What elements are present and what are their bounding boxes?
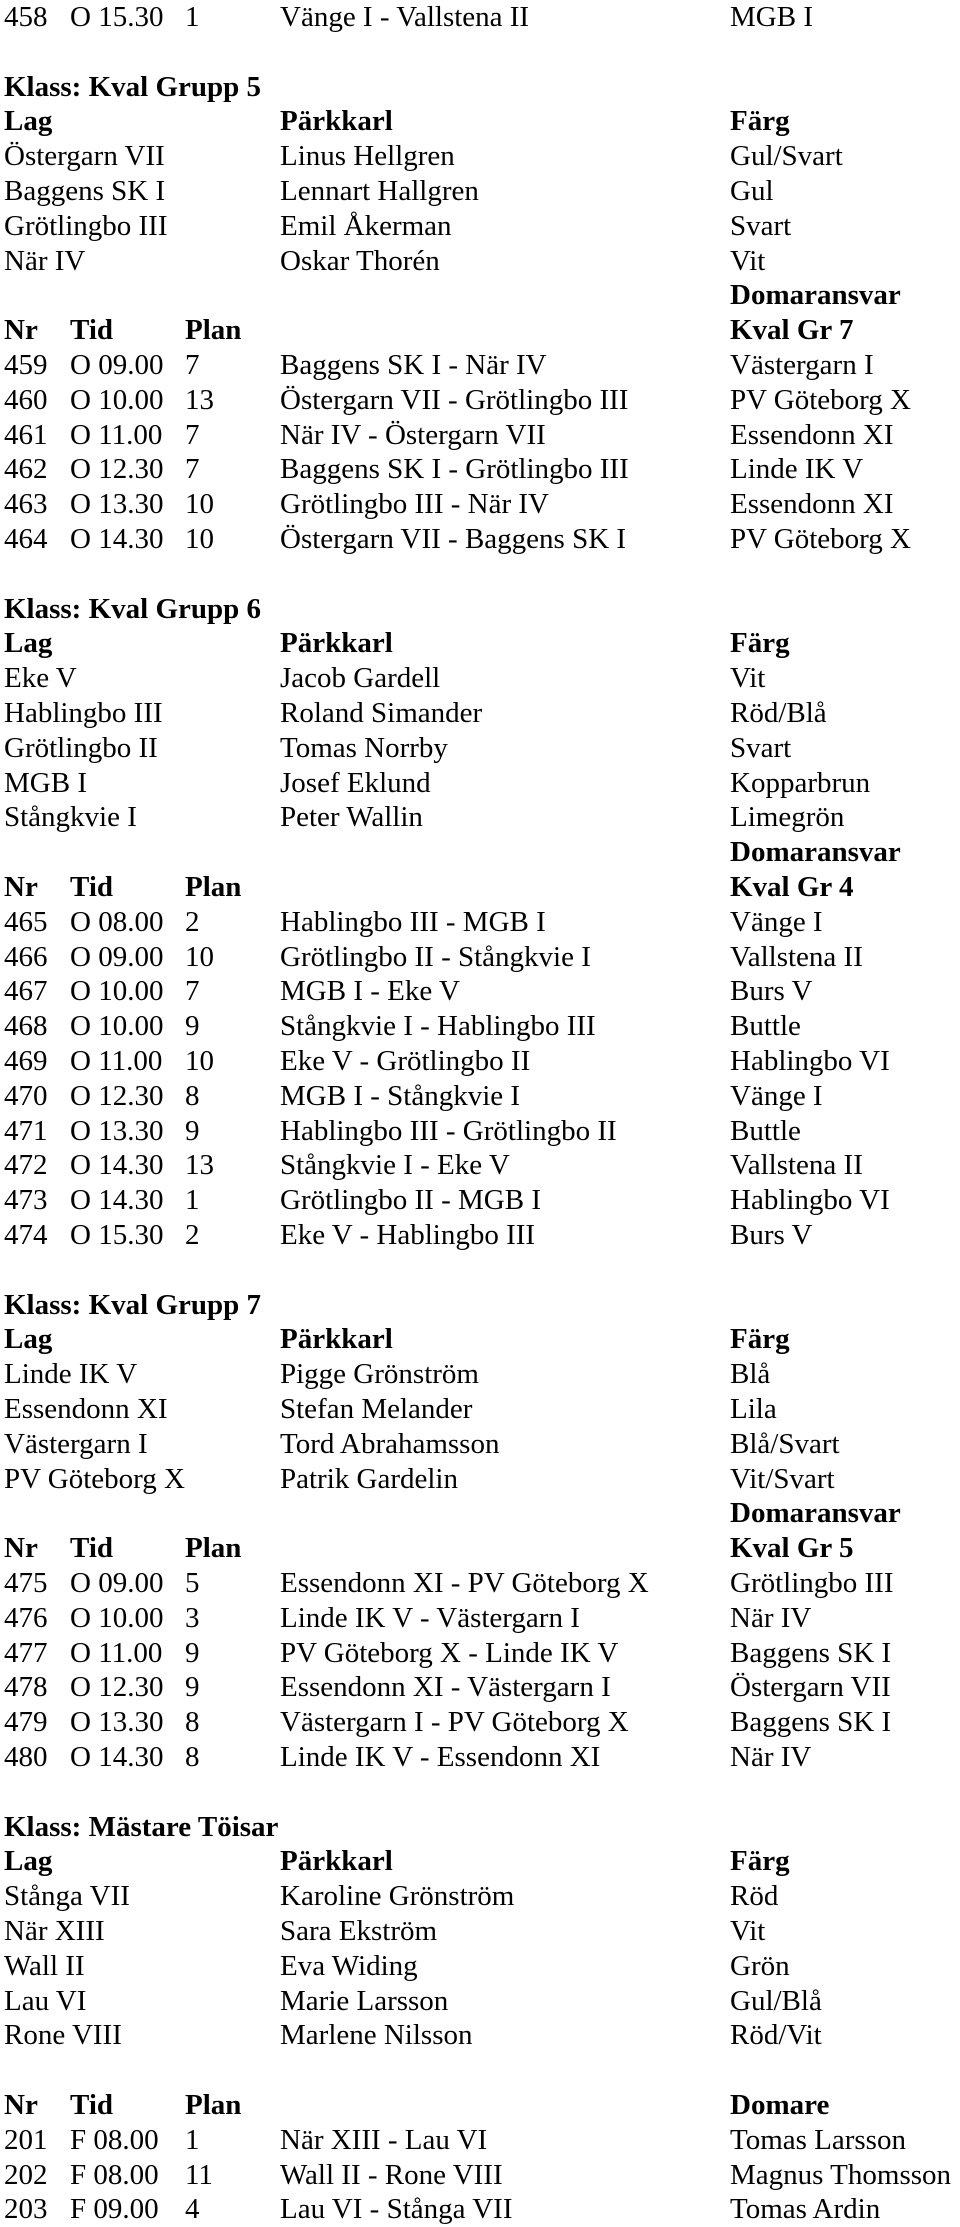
header-farg: Färg <box>730 105 790 138</box>
match-row <box>0 1601 960 1636</box>
match-referee: Vallstena II <box>730 1149 863 1182</box>
team-parkkarl: Tomas Norrby <box>280 731 448 764</box>
match-row <box>0 418 960 453</box>
team-row <box>0 1914 960 1949</box>
match-referee: Essendonn XI <box>730 488 894 521</box>
match-plan: 1 <box>185 2123 200 2156</box>
team-header-row <box>0 1322 960 1357</box>
match-time: O 11.00 <box>70 418 163 451</box>
match-referee: Linde IK V <box>730 453 864 486</box>
team-name: Rone VIII <box>4 2019 122 2052</box>
match-time: O 10.00 <box>70 1601 164 1634</box>
match-referee: PV Göteborg X <box>730 383 911 416</box>
match-nr: 203 <box>4 2193 48 2226</box>
team-row <box>0 731 960 766</box>
match-nr: 461 <box>4 418 48 451</box>
team-row <box>0 1427 960 1462</box>
match-nr: 468 <box>4 1010 48 1043</box>
team-row <box>0 2018 960 2053</box>
match-plan: 1 <box>185 1184 200 1217</box>
match-row <box>0 1566 960 1601</box>
team-color: Vit <box>730 662 766 695</box>
match-row <box>0 452 960 487</box>
match-row <box>0 1044 960 1079</box>
header-farg: Färg <box>730 627 790 660</box>
team-parkkarl: Peter Wallin <box>280 801 423 834</box>
referee-responsibility-label: Domaransvar <box>730 836 901 869</box>
match-referee: Burs V <box>730 1219 813 1251</box>
match-referee: Hablingbo VI <box>730 1045 890 1077</box>
referee-responsibility-label: Domaransvar <box>730 279 901 312</box>
match-nr: 474 <box>4 1219 48 1251</box>
match-plan: 10 <box>185 523 214 555</box>
team-color: Blå <box>730 1358 771 1391</box>
match-row <box>0 1079 960 1114</box>
match-row <box>0 905 960 940</box>
match-header-row <box>0 313 960 348</box>
team-row <box>0 174 960 209</box>
match-teams: Grötlingbo II - Stångkvie I <box>280 940 591 973</box>
referee-label-row <box>0 2053 960 2088</box>
match-nr: 470 <box>4 1079 48 1112</box>
team-row <box>0 1984 960 2019</box>
class-heading <box>0 1810 960 1845</box>
team-parkkarl: Marlene Nilsson <box>280 2019 473 2052</box>
class-title: Klass: Kval Grupp 6 <box>4 592 262 625</box>
match-row <box>0 940 960 975</box>
match-nr: 478 <box>4 1671 48 1704</box>
team-row <box>0 766 960 801</box>
match-plan: 3 <box>185 1601 200 1634</box>
team-parkkarl: Oskar Thorén <box>280 244 440 277</box>
match-row <box>0 2158 960 2193</box>
match-nr: 460 <box>4 383 48 416</box>
header-parkkarl: Pärkkarl <box>280 1845 393 1878</box>
team-name: Lau VI <box>4 1984 87 2017</box>
team-name: Hablingbo III <box>4 697 163 729</box>
team-row <box>0 661 960 696</box>
match-referee: Tomas Larsson <box>730 2123 906 2156</box>
match-time: O 12.30 <box>70 1671 164 1704</box>
match-teams: PV Göteborg X - Linde IK V <box>280 1636 619 1669</box>
match-row <box>0 1740 960 1775</box>
team-color: Limegrön <box>730 801 845 834</box>
match-plan: 1 <box>185 1 200 33</box>
header-lag: Lag <box>4 105 53 138</box>
header-tid: Tid <box>70 314 114 347</box>
match-teams: Essendonn XI - PV Göteborg X <box>280 1567 649 1599</box>
match-teams: Grötlingbo III - När IV <box>280 488 549 521</box>
match-row <box>0 1218 960 1253</box>
match-nr: 467 <box>4 975 48 1008</box>
match-time: O 09.00 <box>70 1567 164 1599</box>
team-row <box>0 800 960 835</box>
match-referee: Buttle <box>730 1114 801 1147</box>
match-row <box>0 383 960 418</box>
match-time: F 08.00 <box>70 2123 159 2156</box>
team-header-row <box>0 626 960 661</box>
match-teams: Baggens SK I - När IV <box>280 349 547 381</box>
class-heading <box>0 1288 960 1323</box>
team-header-row <box>0 104 960 139</box>
match-header-row <box>0 1531 960 1566</box>
team-parkkarl: Sara Ekström <box>280 1915 438 1947</box>
match-plan: 7 <box>185 975 200 1008</box>
header-farg: Färg <box>730 1323 790 1356</box>
match-teams: Wall II - Rone VIII <box>280 2158 503 2191</box>
team-row <box>0 139 960 174</box>
match-time: F 08.00 <box>70 2158 159 2191</box>
match-row <box>0 1148 960 1183</box>
match-time: O 09.00 <box>70 349 164 381</box>
match-nr: 476 <box>4 1601 48 1634</box>
match-referee: Vallstena II <box>730 940 863 973</box>
match-teams: Baggens SK I - Grötlingbo III <box>280 453 629 486</box>
match-row <box>0 522 960 557</box>
match-plan: 9 <box>185 1636 200 1669</box>
team-name: Grötlingbo III <box>4 209 168 242</box>
match-nr: 458 <box>4 1 48 33</box>
match-referee: Västergarn I <box>730 349 874 381</box>
team-name: Stångkvie I <box>4 801 137 834</box>
match-teams: Västergarn I - PV Göteborg X <box>280 1706 629 1739</box>
team-color: Röd/Vit <box>730 2019 822 2052</box>
team-color: Röd/Blå <box>730 697 827 729</box>
match-time: O 12.30 <box>70 1079 164 1112</box>
match-plan: 9 <box>185 1010 200 1043</box>
match-time: O 11.00 <box>70 1045 163 1077</box>
team-row <box>0 1949 960 1984</box>
match-teams: MGB I - Stångkvie I <box>280 1079 521 1112</box>
team-row <box>0 244 960 279</box>
match-plan: 7 <box>185 453 200 486</box>
team-color: Kopparbrun <box>730 766 871 799</box>
header-nr: Nr <box>4 2089 38 2121</box>
match-nr: 475 <box>4 1567 48 1599</box>
header-nr: Nr <box>4 314 38 347</box>
match-teams: Östergarn VII - Grötlingbo III <box>280 383 629 416</box>
team-name: Linde IK V <box>4 1358 138 1391</box>
match-plan: 9 <box>185 1114 200 1147</box>
header-parkkarl: Pärkkarl <box>280 1323 393 1356</box>
class-heading <box>0 70 960 105</box>
match-referee: Burs V <box>730 975 813 1008</box>
team-parkkarl: Jacob Gardell <box>280 662 441 695</box>
header-plan: Plan <box>185 871 242 903</box>
match-referee: Tomas Ardin <box>730 2193 881 2226</box>
team-color: Vit <box>730 1915 766 1947</box>
match-row <box>0 974 960 1009</box>
header-tid: Tid <box>70 871 114 903</box>
match-nr: 464 <box>4 523 48 555</box>
team-name: Västergarn I <box>4 1427 148 1460</box>
match-referee: Vänge I <box>730 905 823 938</box>
team-row <box>0 1879 960 1914</box>
team-parkkarl: Tord Abrahamsson <box>280 1427 500 1460</box>
team-name: När XIII <box>4 1915 105 1947</box>
match-nr: 462 <box>4 453 48 486</box>
match-plan: 8 <box>185 1079 200 1112</box>
match-referee: Hablingbo VI <box>730 1184 890 1217</box>
match-row <box>0 487 960 522</box>
match-plan: 13 <box>185 1149 214 1182</box>
team-parkkarl: Pigge Grönström <box>280 1358 479 1391</box>
header-parkkarl: Pärkkarl <box>280 627 393 660</box>
match-referee: När IV <box>730 1601 812 1634</box>
match-nr: 479 <box>4 1706 48 1739</box>
match-time: O 14.30 <box>70 1149 164 1182</box>
match-teams: Östergarn VII - Baggens SK I <box>280 523 627 555</box>
match-teams: Stångkvie I - Eke V <box>280 1149 510 1182</box>
team-color: Blå/Svart <box>730 1427 840 1460</box>
header-lag: Lag <box>4 1323 53 1356</box>
team-name: Grötlingbo II <box>4 731 158 764</box>
class-heading <box>0 592 960 627</box>
match-nr: 469 <box>4 1045 48 1077</box>
team-row <box>0 1357 960 1392</box>
team-header-row <box>0 1844 960 1879</box>
match-referee: Östergarn VII <box>730 1671 891 1704</box>
match-teams: Eke V - Hablingbo III <box>280 1219 536 1251</box>
team-color: Röd <box>730 1880 779 1913</box>
match-referee: Vänge I <box>730 1079 823 1112</box>
match-row <box>0 1114 960 1149</box>
class-title: Klass: Kval Grupp 7 <box>4 1288 262 1321</box>
match-plan: 9 <box>185 1671 200 1704</box>
match-teams: Linde IK V - Essendonn XI <box>280 1741 601 1773</box>
match-plan: 7 <box>185 349 200 381</box>
match-plan: 10 <box>185 940 214 973</box>
match-plan: 8 <box>185 1706 200 1739</box>
team-color: Gul <box>730 175 774 207</box>
match-teams: Grötlingbo II - MGB I <box>280 1184 541 1217</box>
match-referee: Grötlingbo III <box>730 1567 894 1599</box>
match-row <box>0 1670 960 1705</box>
team-color: Vit/Svart <box>730 1462 835 1495</box>
match-time: O 13.30 <box>70 488 164 521</box>
match-row <box>0 348 960 383</box>
match-teams: Eke V - Grötlingbo II <box>280 1045 531 1077</box>
match-header-row <box>0 2088 960 2123</box>
team-row <box>0 1392 960 1427</box>
team-color: Vit <box>730 244 766 277</box>
match-time: O 10.00 <box>70 975 164 1008</box>
team-name: Wall II <box>4 1949 85 1982</box>
match-referee: Baggens SK I <box>730 1636 892 1669</box>
match-referee: PV Göteborg X <box>730 523 911 555</box>
match-plan: 5 <box>185 1567 200 1599</box>
match-teams: När IV - Östergarn VII <box>280 418 546 451</box>
match-teams: Essendonn XI - Västergarn I <box>280 1671 611 1704</box>
referee-label-row <box>0 835 960 870</box>
match-plan: 2 <box>185 905 200 938</box>
match-time: O 13.30 <box>70 1114 164 1147</box>
match-time: O 08.00 <box>70 905 164 938</box>
match-nr: 471 <box>4 1114 48 1147</box>
referee-label-row <box>0 1496 960 1531</box>
match-time: O 10.00 <box>70 1010 164 1043</box>
team-color: Svart <box>730 731 792 764</box>
team-color: Gul/Blå <box>730 1984 822 2017</box>
referee-responsibility-label: Domaransvar <box>730 1497 901 1530</box>
match-referee: Essendonn XI <box>730 418 894 451</box>
match-plan: 10 <box>185 488 214 521</box>
match-plan: 4 <box>185 2193 200 2226</box>
match-teams: Vänge I - Vallstena II <box>280 1 530 33</box>
header-tid: Tid <box>70 1532 114 1565</box>
match-nr: 202 <box>4 2158 48 2191</box>
match-time: O 15.30 <box>70 1219 164 1251</box>
match-row <box>0 0 960 35</box>
team-name: Essendonn XI <box>4 1393 168 1425</box>
match-plan: 11 <box>185 2158 213 2191</box>
match-referee: Buttle <box>730 1010 801 1043</box>
match-plan: 10 <box>185 1045 214 1077</box>
match-row <box>0 1705 960 1740</box>
header-referee: Kval Gr 7 <box>730 314 854 347</box>
team-color: Lila <box>730 1393 777 1425</box>
team-name: MGB I <box>4 766 87 799</box>
match-plan: 13 <box>185 383 214 416</box>
match-time: O 12.30 <box>70 453 164 486</box>
match-referee: Magnus Thomsson <box>730 2158 952 2191</box>
header-lag: Lag <box>4 1845 53 1878</box>
match-time: O 13.30 <box>70 1706 164 1739</box>
header-lag: Lag <box>4 627 53 660</box>
team-parkkarl: Karoline Grönström <box>280 1880 515 1913</box>
match-row <box>0 1636 960 1671</box>
match-header-row <box>0 870 960 905</box>
header-nr: Nr <box>4 871 38 903</box>
match-nr: 480 <box>4 1741 48 1773</box>
team-parkkarl: Eva Widing <box>280 1949 418 1982</box>
match-nr: 459 <box>4 349 48 381</box>
header-tid: Tid <box>70 2089 114 2121</box>
team-color: Svart <box>730 209 792 242</box>
team-row <box>0 1462 960 1497</box>
team-parkkarl: Stefan Melander <box>280 1393 473 1425</box>
match-time: O 09.00 <box>70 940 164 973</box>
team-name: När IV <box>4 244 86 277</box>
match-teams: Hablingbo III - MGB I <box>280 905 546 938</box>
header-referee: Kval Gr 5 <box>730 1532 854 1565</box>
header-referee: Kval Gr 4 <box>730 871 854 903</box>
match-time: O 14.30 <box>70 523 164 555</box>
match-teams: Stångkvie I - Hablingbo III <box>280 1010 596 1043</box>
team-parkkarl: Roland Simander <box>280 697 483 729</box>
team-name: Baggens SK I <box>4 175 166 207</box>
header-referee: Domare <box>730 2089 830 2121</box>
header-plan: Plan <box>185 314 242 347</box>
team-name: Stånga VII <box>4 1880 130 1913</box>
team-parkkarl: Patrik Gardelin <box>280 1462 458 1495</box>
team-parkkarl: Marie Larsson <box>280 1984 449 2017</box>
header-plan: Plan <box>185 2089 242 2121</box>
team-name: PV Göteborg X <box>4 1462 185 1495</box>
match-time: O 14.30 <box>70 1741 164 1773</box>
team-parkkarl: Emil Åkerman <box>280 209 452 242</box>
header-farg: Färg <box>730 1845 790 1878</box>
match-row <box>0 1009 960 1044</box>
match-referee: När IV <box>730 1741 812 1773</box>
header-plan: Plan <box>185 1532 242 1565</box>
match-row <box>0 2123 960 2158</box>
match-teams: Lau VI - Stånga VII <box>280 2193 513 2226</box>
match-row <box>0 1183 960 1218</box>
match-teams: MGB I - Eke V <box>280 975 460 1008</box>
match-nr: 201 <box>4 2123 48 2156</box>
match-referee: MGB I <box>730 1 813 33</box>
match-nr: 463 <box>4 488 48 521</box>
referee-label-row <box>0 278 960 313</box>
match-nr: 477 <box>4 1636 48 1669</box>
match-nr: 473 <box>4 1184 48 1217</box>
match-teams: När XIII - Lau VI <box>280 2123 488 2156</box>
match-time: O 14.30 <box>70 1184 164 1217</box>
team-name: Eke V <box>4 662 77 695</box>
match-nr: 466 <box>4 940 48 973</box>
match-time: O 15.30 <box>70 1 164 33</box>
class-title: Klass: Mästare Töisar <box>4 1810 279 1843</box>
class-title: Klass: Kval Grupp 5 <box>4 70 262 103</box>
team-parkkarl: Lennart Hallgren <box>280 175 479 207</box>
match-plan: 8 <box>185 1741 200 1773</box>
match-nr: 472 <box>4 1149 48 1182</box>
team-name: Östergarn VII <box>4 140 165 173</box>
match-nr: 465 <box>4 905 48 938</box>
match-row <box>0 2192 960 2227</box>
team-row <box>0 696 960 731</box>
match-referee: Baggens SK I <box>730 1706 892 1739</box>
match-plan: 7 <box>185 418 200 451</box>
match-time: O 10.00 <box>70 383 164 416</box>
header-parkkarl: Pärkkarl <box>280 105 393 138</box>
match-plan: 2 <box>185 1219 200 1251</box>
team-color: Gul/Svart <box>730 140 843 173</box>
team-row <box>0 209 960 244</box>
header-nr: Nr <box>4 1532 38 1565</box>
match-teams: Linde IK V - Västergarn I <box>280 1601 580 1634</box>
match-time: F 09.00 <box>70 2193 159 2226</box>
team-parkkarl: Linus Hellgren <box>280 140 455 173</box>
match-time: O 11.00 <box>70 1636 163 1669</box>
team-color: Grön <box>730 1949 790 1982</box>
match-teams: Hablingbo III - Grötlingbo II <box>280 1114 617 1147</box>
team-parkkarl: Josef Eklund <box>280 766 431 799</box>
